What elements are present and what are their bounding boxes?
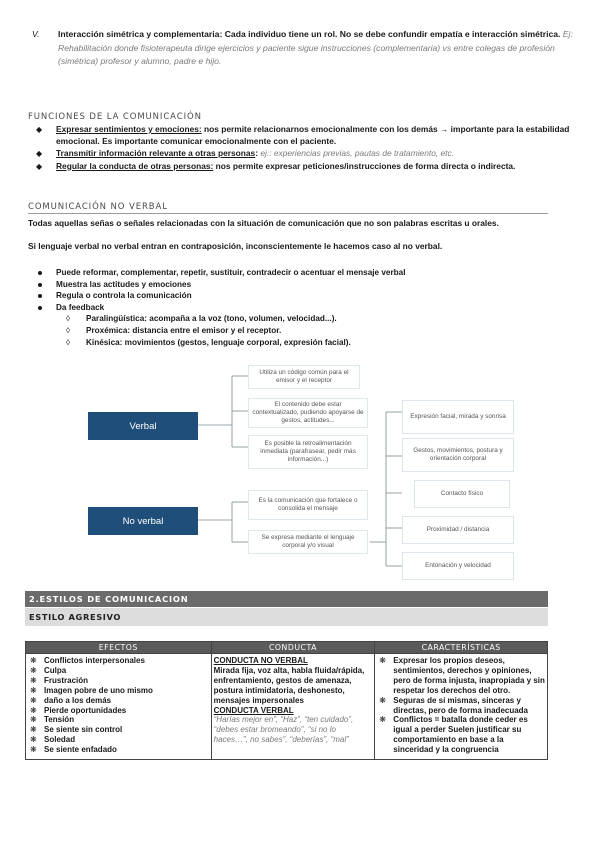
estilos-header: 2.ESTILOS DE COMUNICACION — [25, 591, 548, 607]
list-item — [36, 124, 586, 147]
list-item — [28, 715, 209, 725]
item-text: nos permite relacionarnos emocionalmente con los demás → importante para la estabilidad emocional. Es importante comunicar emocionalmente con el paciente. — [56, 124, 570, 146]
list-item — [377, 656, 545, 696]
no-verbal-title: COMUNICACIÓN NO VERBAL — [28, 202, 168, 212]
star-bullet-icon: ❋ — [30, 725, 37, 735]
list-item-text: Se siente enfadado — [44, 745, 117, 755]
list-item — [377, 715, 545, 755]
item-title: Transmitir información relevante a otras personas — [56, 148, 256, 158]
sub-item-text: distancia entre el emisor y el receptor. — [130, 325, 282, 335]
list-item — [38, 279, 578, 291]
funciones-title: FUNCIONES DE LA COMUNICACIÓN — [28, 112, 202, 122]
list-item — [36, 161, 586, 173]
list-item — [28, 666, 209, 676]
section-v-body — [58, 28, 580, 69]
bullet-icon — [38, 283, 42, 287]
conducta-no-verbal-text: Mirada fija, voz alta, habla fluida/rápida, enfrentamiento, gestos de amenaza, postura intimidatoria, deshonesto, mensajes impersonales — [213, 665, 365, 705]
bullet-icon — [38, 271, 42, 275]
star-bullet-icon: ❋ — [30, 715, 37, 725]
list-item — [28, 676, 209, 686]
kinesica-box: Gestos, movimientos, postura y orientación corporal — [402, 438, 514, 472]
feedback-sublist — [66, 313, 578, 348]
funciones-list — [36, 124, 586, 173]
list-item — [38, 302, 578, 348]
list-item-text: Frustración — [44, 675, 89, 685]
sub-item-label: Paralingüística: — [86, 314, 147, 324]
efectos-cell — [26, 654, 212, 760]
list-item — [28, 706, 209, 716]
sub-item-text: movimientos (gestos, lenguaje corporal, expresión facial). — [122, 337, 351, 347]
item-title: Regular la conducta de otras personas: — [56, 160, 214, 171]
no-verbal-list — [38, 267, 578, 348]
section-v-text: : Cada individuo tiene un rol. No se debe confundir empatía e interacción simétrica. — [219, 29, 563, 39]
paralinguistica-box: Entonación y velocidad — [402, 552, 514, 580]
list-item-text: Da feedback — [56, 302, 105, 312]
list-item — [28, 725, 209, 735]
section-number: V. — [32, 29, 40, 39]
sub-list-item — [66, 313, 578, 325]
list-item-text: Pierde oportunidades — [44, 705, 127, 715]
list-item-text: Conflictos interpersonales — [44, 656, 145, 665]
bullet-icon — [38, 294, 42, 298]
sub-item-label: Kinésica: — [86, 337, 123, 347]
estilo-agresivo-table — [25, 641, 548, 760]
star-bullet-icon: ❋ — [30, 675, 37, 685]
column-header: CARACTERÍSTICAS — [375, 642, 548, 654]
list-item — [28, 735, 209, 745]
list-item-text: Conflictos = batalla donde ceder es igual a perder Suelen justificar su comportamiento en base a la sinceridad y la congruencia — [393, 715, 528, 755]
sub-list-item — [66, 325, 578, 337]
verbal-feature-box: Utiliza un código común para el emisor y el receptor — [248, 365, 360, 389]
communication-diagram — [80, 362, 520, 584]
item-title: Expresar sentimientos y emociones: — [56, 124, 202, 134]
star-bullet-icon: ❋ — [30, 705, 37, 715]
conducta-cell — [211, 654, 375, 760]
diamond-bullet-icon: ◆ — [36, 125, 43, 134]
verbal-feature-box: Es posible la retroalimentación inmediata (parafrasear, pedir más información...) — [248, 435, 368, 469]
conducta-no-verbal-title: CONDUCTA NO VERBAL — [213, 656, 308, 665]
list-item — [28, 686, 209, 696]
diamond-outline-icon: ◊ — [66, 337, 70, 347]
bullet-icon — [38, 306, 42, 310]
section-v — [32, 28, 580, 69]
caracteristicas-cell — [375, 654, 548, 760]
item-example: ej.: experiencias previas, pautas de tratamiento, etc. — [260, 148, 455, 158]
list-item-text: Puede reformar, complementar, repetir, sustituir, contradecir o acentuar el mensaje verbal — [56, 268, 406, 277]
table-header-row — [26, 642, 548, 654]
list-item — [36, 148, 586, 160]
sub-list-item — [66, 337, 578, 349]
list-item-text: Culpa — [44, 665, 67, 675]
conducta-verbal-title: CONDUCTA VERBAL — [213, 705, 294, 715]
star-bullet-icon: ❋ — [379, 656, 386, 665]
column-header: EFECTOS — [26, 642, 212, 654]
list-item-text: Tensión — [44, 715, 75, 725]
list-item-text: daño a los demás — [44, 695, 112, 705]
contacto-box: Contacto físico — [414, 480, 510, 508]
list-item-text: Regula o controla la comunicación — [56, 291, 192, 301]
no-verbal-box: No verbal — [88, 507, 198, 535]
star-bullet-icon: ❋ — [30, 685, 37, 695]
proxemica-box: Proximidad / distancia — [402, 516, 514, 544]
list-item — [28, 696, 209, 706]
list-item — [377, 696, 545, 716]
diamond-bullet-icon: ◆ — [36, 161, 43, 171]
list-item — [28, 745, 209, 755]
list-item-text: Expresar los propios deseos, sentimientos, derechos y opiniones, pero de forma injusta, inapropiada y sin respetar los derechos del otro. — [393, 656, 545, 695]
star-bullet-icon: ❋ — [379, 695, 386, 705]
table-row — [26, 654, 548, 760]
estilo-agresivo-header: ESTILO AGRESIVO — [25, 608, 548, 626]
section-v-title: Interacción simétrica y complementaria — [58, 29, 220, 39]
list-item — [38, 290, 578, 302]
verbal-box: Verbal — [88, 412, 198, 440]
caracteristicas-list — [377, 656, 545, 755]
no-verbal-contraposition: Si lenguaje verbal no verbal entran en contraposición, inconscientemente le hacemos caso al no verbal. — [28, 241, 443, 251]
conducta-verbal-text: “Harías mejor en”, “Haz”, “ten cuidado”, “debes estar bromeando”, “si no lo haces…”, no sabes”, “deberías”, “mal” — [213, 715, 354, 745]
section-v-example: Ej: Rehabilitación donde fisioterapeuta dirige ejercicios y paciente sigue instrucciones (complementaria) vs entre colegas de profesión (simétrica) profesor y alumno, padre e hijo. — [58, 29, 573, 66]
list-item-text: Soledad — [44, 735, 76, 745]
title-underline — [28, 213, 548, 214]
star-bullet-icon: ❋ — [30, 745, 37, 755]
no-verbal-feature-box: Se expresa mediante el lenguaje corporal y/o visual — [248, 530, 368, 554]
star-bullet-icon: ❋ — [30, 735, 37, 745]
diamond-outline-icon: ◊ — [66, 314, 70, 324]
list-item — [38, 267, 578, 279]
star-bullet-icon: ❋ — [30, 656, 37, 665]
list-item-text: Se siente sin control — [44, 725, 123, 735]
list-item-text: Imagen pobre de uno mismo — [44, 685, 153, 695]
column-header: CONDUCTA — [211, 642, 375, 654]
list-item-text: Muestra las actitudes y emociones — [56, 279, 192, 289]
list-item — [28, 656, 209, 666]
list-item-text: Seguras de sí mismas, sinceras y directas, pero de forma inadecuada — [393, 695, 529, 715]
kinesica-box: Expresión facial, mirada y sonrisa — [402, 400, 514, 434]
diamond-bullet-icon: ◆ — [36, 149, 43, 158]
item-text: : — [255, 148, 261, 158]
no-verbal-definition: Todas aquellas señas o señales relacionadas con la situación de comunicación que no son palabras escritas u orales. — [28, 218, 499, 228]
sub-item-label: Proxémica: — [86, 325, 131, 335]
star-bullet-icon: ❋ — [379, 715, 386, 725]
no-verbal-feature-box: Es la comunicación que fortalece o consolida el mensaje — [248, 490, 368, 520]
item-text: nos permite expresar peticiones/instrucciones de forma directa o indirecta. — [213, 160, 516, 171]
verbal-feature-box: El contenido debe estar contextualizado, pudiendo apoyarse de gestos, actitudes... — [248, 398, 368, 428]
efectos-list — [28, 656, 209, 755]
diamond-outline-icon: ◊ — [66, 325, 70, 335]
star-bullet-icon: ❋ — [30, 695, 37, 705]
star-bullet-icon: ❋ — [30, 665, 37, 675]
sub-item-text: acompaña a la voz (tono, volumen, velocidad...). — [146, 314, 337, 324]
